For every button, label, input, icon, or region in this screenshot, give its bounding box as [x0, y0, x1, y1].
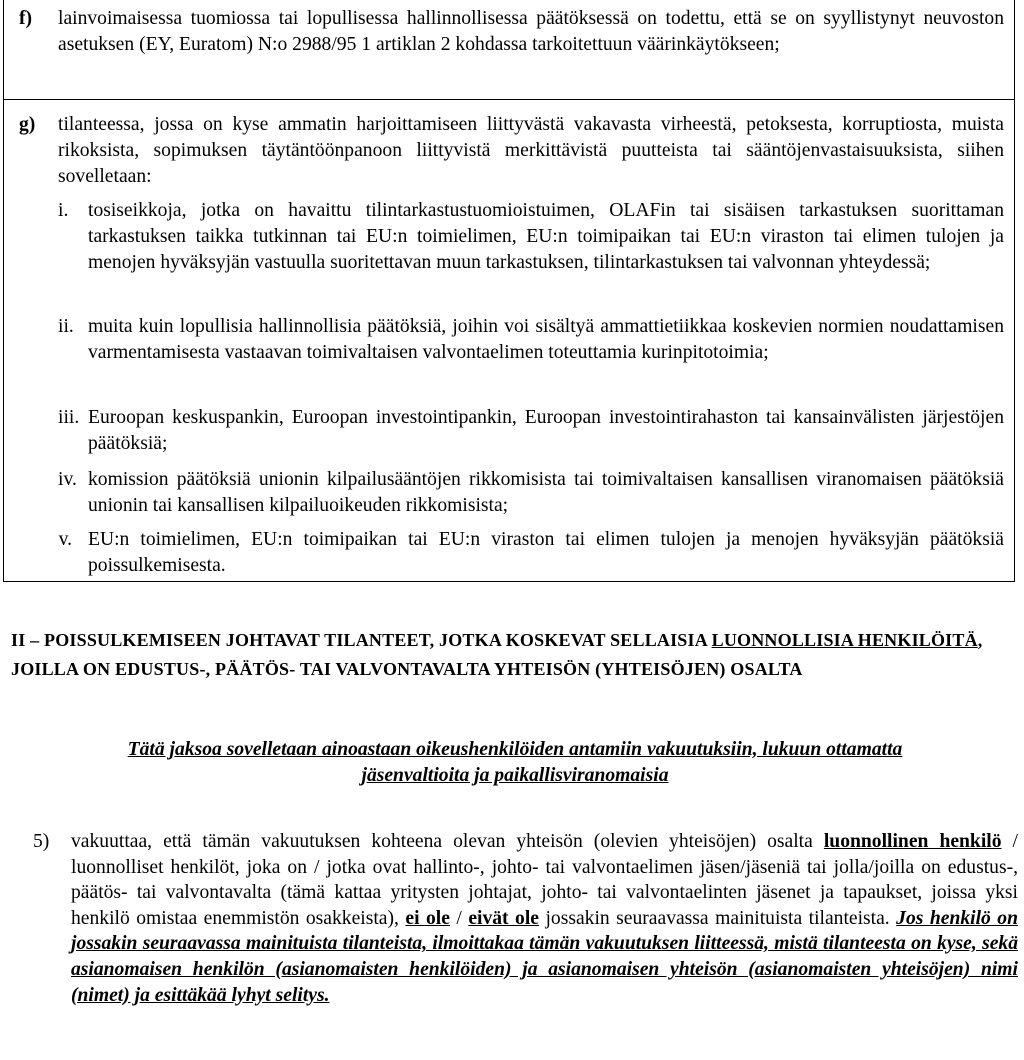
emphasis-natural-person: luonnollinen henkilö — [823, 831, 1002, 852]
subitem-number: v. — [58, 529, 72, 550]
paragraph-number: 5) — [33, 831, 50, 852]
subitem-text: Euroopan keskuspankin, Euroopan investointipankin, Euroopan investointirahaston tai kansainvälisten järjestöjen päätöksiä; — [88, 407, 1004, 454]
text-run: / luonnolliset henkilöt, joka on / jotka ovat hallinto-, johto- tai valvontaelimen jäsen/jäseniä tai jolla/joilla on edustus-, päätös- tai valvontavalta (tämä kattaa yritysten johtajat, johto- tai valvontaelinten jäsenet ja tapaukset, joissa yksi henkilö omistaa enemmistön osakkeista), — [71, 831, 1018, 929]
item-text-f: lainvoimaisessa tuomiossa tai lopullisessa hallinnollisessa päätöksessä on todettu, että se on syyllistynyt neuvoston asetuksen (EY, Euratom) N:o 2988/95 1 artiklan 2 kohdassa tarkoitettuun väärinkäytökseen; — [58, 8, 1004, 55]
item-marker-f: f) — [19, 8, 33, 29]
subitem-number: iv. — [58, 469, 77, 490]
heading-text-end: , JOILLA ON EDUSTUS-, PÄÄTÖS- TAI VALVONTAVALTA YHTEISÖN (YHTEISÖJEN) OSALTA — [11, 630, 983, 679]
emphasis-eivat-ole: eivät ole — [468, 907, 539, 929]
subitem-number: i. — [58, 200, 69, 221]
section-applicability-note: Tätä jaksoa sovelletaan ainoastaan oikeushenkilöiden antamiin vakuutuksiin, lukuun ottamatta jäsenvaltioita ja paikallisviranomaisia — [127, 739, 903, 786]
table-row-f — [4, 6, 1014, 100]
text-run: vakuuttaa, että tämän vakuutuksen kohteena olevan yhteisön (olevien yhteisöjen) osalta — [71, 831, 824, 852]
subitem-number: iii. — [58, 407, 80, 428]
subitem-text: tosiseikkoja, jotka on havaittu tilintarkastustuomioistuimen, OLAFin tai sisäisen tarkastuksen suorittaman tarkastuksen taikka tutkinnan tai EU:n toimielimen, EU:n toimipaikan tai EU:n viraston tai elimen tulojen ja menojen hyväksyjän vastuulla suoritettavan muun tarkastuksen, tilintarkastuksen tai valvonnan yhteydessä; — [88, 200, 1004, 273]
heading-text: II – POISSULKEMISEEN JOHTAVAT TILANTEET, JOTKA KOSKEVAT SELLAISIA — [11, 630, 712, 650]
item-text-g: tilanteessa, jossa on kyse ammatin harjoittamiseen liittyvästä vakavasta virheestä, petoksesta, korruptiosta, muista rikoksista, sopimuksen täytäntöönpanoon liittyvistä merkittävistä puutteista tai sääntöjenvastaisuuksista, siihen sovelletaan: — [58, 114, 1004, 187]
heading-underlined-text: LUONNOLLISIA HENKILÖITÄ — [711, 630, 978, 650]
paragraph-text — [71, 829, 1018, 1008]
emphasis-instruction: Jos henkilö on jossakin seuraavassa mainituista tilanteista, ilmoittakaa tämän vakuutuksen liitteessä, mistä tilanteesta on kyse, sekä asianomaisen henkilön (asianomaisten henkilöiden) ja asianomaisen yhteisön (asianomaisten yhteisöjen) nimi (nimet) ja esittäkää lyhyt selitys. — [71, 907, 1018, 1006]
section-heading — [11, 626, 1011, 684]
text-run: / — [449, 907, 469, 929]
subitem-text: muita kuin lopullisia hallinnollisia päätöksiä, joihin voi sisältyä ammattietiikkaa koskevien normien noudattamisen varmentamisesta vastaavan toimivaltaisen valvontaelimen toteuttamia kurinpitotoimia; — [88, 316, 1004, 363]
subitem-number: ii. — [58, 316, 74, 337]
exclusion-criteria-table — [3, 0, 1015, 582]
text-run: jossakin seuraavassa mainituista tilanteista. — [539, 907, 897, 929]
item-marker-g: g) — [19, 114, 36, 135]
emphasis-ei-ole: ei ole — [405, 907, 450, 929]
subitem-text: komission päätöksiä unionin kilpailusääntöjen rikkomisista tai toimivaltaisen kansallisen viranomaisen päätöksiä unionin tai kansallisen kilpailuoikeuden rikkomisista; — [88, 469, 1004, 516]
table-row-g — [4, 100, 1014, 580]
subitem-text: EU:n toimielimen, EU:n toimipaikan tai EU:n viraston tai elimen tulojen ja menojen hyväksyjän päätöksiä poissulkemisesta. — [88, 529, 1004, 576]
